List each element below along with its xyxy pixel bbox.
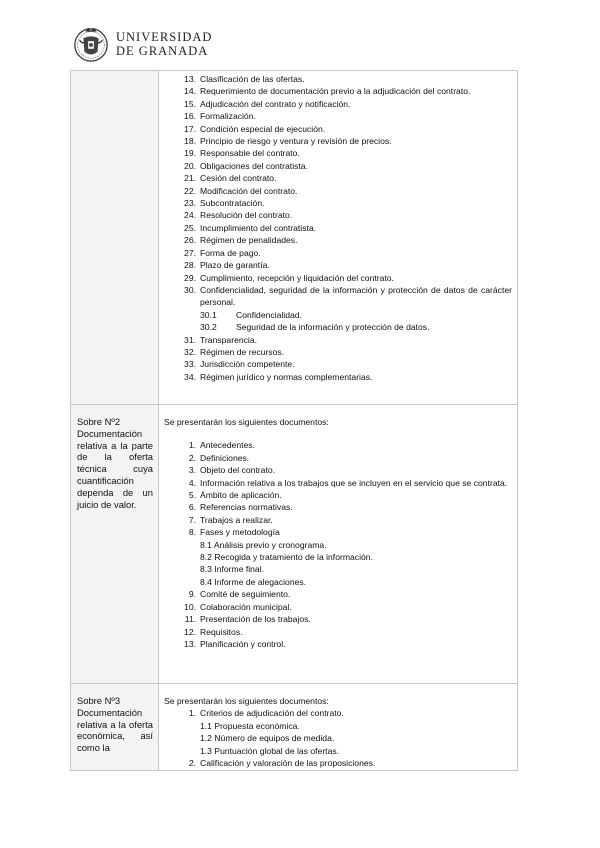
row-content-cell <box>159 684 518 771</box>
numbered-list <box>164 588 512 650</box>
list-item <box>164 588 512 600</box>
list-item <box>164 123 512 135</box>
list-item <box>164 85 512 97</box>
list-item <box>164 172 512 184</box>
list-number: 31. <box>184 334 196 345</box>
table-row <box>71 71 518 405</box>
list-number: 6. <box>188 502 196 513</box>
university-name-line1: UNIVERSIDAD <box>116 30 213 44</box>
list-item <box>164 638 512 650</box>
list-item <box>164 452 512 464</box>
list-item <box>164 707 512 719</box>
list-number: 13. <box>184 74 196 84</box>
list-text: Cesión del contrato. <box>200 173 277 184</box>
list-text: Presentación de los trabajos. <box>200 614 311 625</box>
sub-list-item <box>164 309 512 321</box>
list-number: 32. <box>184 346 196 357</box>
list-number: 9. <box>188 589 196 600</box>
university-header <box>72 26 212 62</box>
list-item <box>164 209 512 221</box>
list-text: Antecedentes. <box>200 440 255 451</box>
list-item <box>164 284 512 309</box>
list-number: 21. <box>184 173 196 184</box>
document-table <box>70 70 518 771</box>
list-number: 7. <box>188 514 196 525</box>
numbered-list <box>164 73 512 309</box>
list-item <box>164 197 512 209</box>
list-text: Transparencia. <box>200 334 258 345</box>
list-number: 16. <box>184 111 196 122</box>
list-number: 27. <box>184 247 196 258</box>
list-text: Requerimiento de documentación previo a la adjudicación del contrato. <box>200 86 471 97</box>
list-number: 8. <box>188 527 196 538</box>
list-number: 19. <box>184 148 196 159</box>
list-text: Clasificación de las ofertas. <box>200 74 305 84</box>
list-number: 28. <box>184 260 196 271</box>
list-text: Planificación y control. <box>200 638 286 649</box>
list-number: 2. <box>188 452 196 463</box>
numbered-list <box>164 757 512 769</box>
row-label-cell <box>71 684 159 771</box>
list-text: Responsable del contrato. <box>200 148 300 159</box>
list-text: Referencias normativas. <box>200 502 293 513</box>
list-number: 24. <box>184 210 196 221</box>
list-item <box>164 358 512 370</box>
list-number: 12. <box>184 626 196 637</box>
list-text: Subcontratación. <box>200 198 265 209</box>
list-number: 2. <box>188 758 196 769</box>
sobre-heading: Sobre Nº2 <box>77 416 121 427</box>
list-number: 5. <box>188 490 196 501</box>
university-name-line2: DE GRANADA <box>116 44 209 58</box>
sub-list-item: 1.3 Puntuación global de las ofertas. <box>200 745 340 756</box>
row-label-cell <box>71 405 159 684</box>
list-text: Criterios de adjudicación del contrato. <box>200 708 344 719</box>
list-text: Plazo de garantía. <box>200 260 270 271</box>
list-item <box>164 601 512 613</box>
row-label-cell <box>71 71 159 405</box>
sub-list-number: 30.1 <box>200 309 217 320</box>
list-item <box>164 346 512 358</box>
list-text: Régimen de recursos. <box>200 346 285 357</box>
list-number: 29. <box>184 272 196 283</box>
list-item <box>164 526 512 538</box>
list-text: Colaboración municipal. <box>200 601 292 612</box>
list-item <box>164 501 512 513</box>
list-item <box>164 135 512 147</box>
intro-text: Se presentarán los siguientes documentos: <box>164 696 329 706</box>
list-item <box>164 222 512 234</box>
list-number: 13. <box>184 638 196 649</box>
list-text: Formalización. <box>200 111 256 122</box>
list-item <box>164 110 512 122</box>
row-content-cell <box>159 71 518 405</box>
sub-list <box>164 539 512 589</box>
list-number: 1. <box>188 440 196 451</box>
sub-list-item: 8.4 Informe de alegaciones. <box>200 576 307 587</box>
list-item <box>164 98 512 110</box>
list-text: Fases y metodología <box>200 527 280 538</box>
numbered-list <box>164 707 512 719</box>
list-item <box>164 334 512 346</box>
list-item <box>164 464 512 476</box>
list-item <box>164 73 512 85</box>
list-item <box>164 160 512 172</box>
list-number: 34. <box>184 371 196 382</box>
list-text: Obligaciones del contratista. <box>200 160 308 171</box>
sub-list-text: Confidencialidad. <box>236 309 302 320</box>
list-text: Principio de riesgo y ventura y revisión de precios. <box>200 136 392 147</box>
list-text: Forma de pago. <box>200 247 261 258</box>
list-item <box>164 234 512 246</box>
sobre-description: Documentación relativa a la oferta económica, así como la <box>77 706 153 754</box>
list-number: 33. <box>184 359 196 370</box>
numbered-list <box>164 439 512 538</box>
list-text: Jurisdicción competente. <box>200 359 295 370</box>
table-row <box>71 405 518 684</box>
list-number: 18. <box>184 136 196 147</box>
sub-list-item: 8.3 Informe final. <box>200 564 265 575</box>
row-content-cell <box>159 405 518 684</box>
list-item <box>164 147 512 159</box>
list-number: 17. <box>184 123 196 134</box>
list-number: 22. <box>184 185 196 196</box>
sub-list-item <box>164 321 512 333</box>
list-number: 15. <box>184 98 196 109</box>
university-crest-icon <box>72 25 110 63</box>
list-item <box>164 272 512 284</box>
list-number: 25. <box>184 222 196 233</box>
list-text: Incumplimiento del contratista. <box>200 222 317 233</box>
list-text: Confidencialidad, seguridad de la información y protección de datos de carácter personal. <box>200 284 512 308</box>
numbered-list <box>164 334 512 384</box>
list-text: Comité de seguimiento. <box>200 589 291 600</box>
sobre-heading: Sobre Nº3 <box>77 695 121 706</box>
sobre-description: Documentación relativa a la parte de la oferta técnica cuya cuantificación dependa de un juicio de valor. <box>77 427 153 510</box>
list-text: Calificación y valoración de las proposiciones. <box>200 758 376 769</box>
list-number: 26. <box>184 235 196 246</box>
list-text: Definiciones. <box>200 452 250 463</box>
list-text: Adjudicación del contrato y notificación. <box>200 98 351 109</box>
university-name <box>116 30 212 58</box>
list-item <box>164 185 512 197</box>
list-text: Resolución del contrato. <box>200 210 293 221</box>
list-text: Trabajos a realizar. <box>200 514 273 525</box>
list-number: 23. <box>184 198 196 209</box>
list-item <box>164 477 512 489</box>
list-item <box>164 514 512 526</box>
list-item <box>164 613 512 625</box>
list-text: Información relativa a los trabajos que se incluyen en el servicio que se contrata. <box>200 477 508 488</box>
list-number: 11. <box>184 614 196 625</box>
list-number: 10. <box>184 601 196 612</box>
intro-text: Se presentarán los siguientes documentos: <box>164 417 329 427</box>
sub-list-item: 1.1 Propuesta económica. <box>200 720 300 731</box>
list-item <box>164 757 512 769</box>
list-text: Modificación del contrato. <box>200 185 298 196</box>
table-row <box>71 684 518 771</box>
list-item <box>164 439 512 451</box>
list-text: Régimen de penalidades. <box>200 235 298 246</box>
list-number: 1. <box>188 708 196 719</box>
list-number: 30. <box>184 284 196 295</box>
list-text: Ámbito de aplicación. <box>200 490 282 501</box>
sub-list-number: 30.2 <box>200 322 217 333</box>
sub-list <box>164 309 512 334</box>
list-text: Objeto del contrato. <box>200 465 276 476</box>
list-number: 20. <box>184 160 196 171</box>
list-item <box>164 626 512 638</box>
list-item <box>164 371 512 383</box>
sub-list-item: 8.1 Análisis previo y cronograma. <box>200 539 327 550</box>
list-text: Régimen jurídico y normas complementarias. <box>200 371 373 382</box>
sub-list-item: 1.2 Número de equipos de medida. <box>200 733 335 744</box>
list-text: Requisitos. <box>200 626 243 637</box>
sub-list-item: 8.2 Recogida y tratamiento de la información. <box>200 552 373 563</box>
list-item <box>164 247 512 259</box>
list-number: 14. <box>184 86 196 97</box>
list-number: 4. <box>188 477 196 488</box>
sub-list <box>164 720 512 757</box>
list-text: Cumplimiento, recepción y liquidación del contrato. <box>200 272 394 283</box>
list-text: Condición especial de ejecución. <box>200 123 326 134</box>
list-number: 3. <box>188 465 196 476</box>
list-item <box>164 259 512 271</box>
list-item <box>164 489 512 501</box>
sub-list-text: Seguridad de la información y protección de datos. <box>236 322 430 333</box>
